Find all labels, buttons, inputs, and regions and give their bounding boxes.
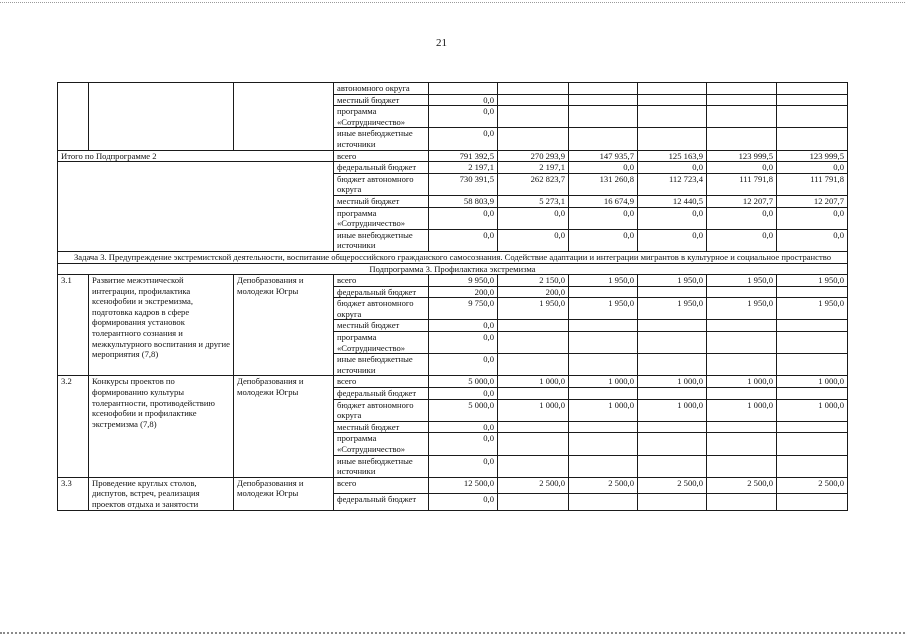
item-executor: Депобразования и молодежи Югры [234, 477, 334, 510]
value-cell [707, 106, 777, 128]
budget-table-body [58, 83, 848, 511]
value-cell [569, 354, 638, 376]
value-cell: 2 197,1 [429, 162, 498, 174]
value-cell: 0,0 [429, 421, 498, 433]
value-cell: 0,0 [429, 94, 498, 106]
value-cell [498, 388, 569, 400]
source-cell: местный бюджет [334, 94, 429, 106]
value-cell: 12 500,0 [429, 477, 498, 493]
source-cell: всего [334, 275, 429, 287]
value-cell: 125 163,9 [638, 150, 707, 162]
item-name: Конкурсы проектов по формированию культуры толерантности, противодействию ксенофобии и профилактике экстремизма (7,8) [89, 376, 234, 477]
value-cell [638, 128, 707, 150]
page-number: 21 [436, 37, 447, 49]
value-cell: 5 000,0 [429, 399, 498, 421]
value-cell: 5 273,1 [498, 195, 569, 207]
value-cell [777, 320, 848, 332]
value-cell: 5 000,0 [429, 376, 498, 388]
total-label-spacer [58, 162, 334, 174]
value-cell: 1 000,0 [638, 399, 707, 421]
index-cell [58, 83, 89, 151]
value-cell: 0,0 [569, 229, 638, 251]
value-cell: 2 500,0 [498, 477, 569, 493]
value-cell [569, 332, 638, 354]
subprogram-header-row [58, 263, 848, 275]
executor-cell [234, 83, 334, 151]
value-cell [638, 94, 707, 106]
value-cell: 200,0 [498, 286, 569, 298]
total-label-spacer [58, 173, 334, 195]
source-cell: федеральный бюджет [334, 388, 429, 400]
table-row [58, 83, 848, 95]
value-cell: 2 197,1 [498, 162, 569, 174]
value-cell: 1 000,0 [777, 376, 848, 388]
value-cell [777, 332, 848, 354]
table-row [58, 376, 848, 388]
value-cell [569, 94, 638, 106]
value-cell: 1 000,0 [569, 399, 638, 421]
value-cell [569, 83, 638, 95]
total-label: Итого по Подпрограмме 2 [58, 150, 334, 162]
value-cell: 1 950,0 [569, 275, 638, 287]
value-cell: 0,0 [638, 162, 707, 174]
value-cell [707, 83, 777, 95]
value-cell [569, 388, 638, 400]
source-cell: автономного округа [334, 83, 429, 95]
source-cell: всего [334, 477, 429, 493]
value-cell [429, 83, 498, 95]
value-cell: 0,0 [707, 229, 777, 251]
table-row [58, 477, 848, 493]
value-cell: 1 000,0 [707, 399, 777, 421]
value-cell: 2 150,0 [498, 275, 569, 287]
total-row [58, 162, 848, 174]
source-cell: федеральный бюджет [334, 162, 429, 174]
value-cell: 0,0 [429, 320, 498, 332]
value-cell: 0,0 [429, 106, 498, 128]
value-cell: 0,0 [777, 229, 848, 251]
value-cell: 1 000,0 [498, 399, 569, 421]
value-cell [638, 421, 707, 433]
value-cell [498, 320, 569, 332]
value-cell [777, 286, 848, 298]
value-cell [777, 388, 848, 400]
source-cell: всего [334, 150, 429, 162]
source-cell: бюджет автономного округа [334, 399, 429, 421]
value-cell: 0,0 [638, 207, 707, 229]
value-cell: 9 950,0 [429, 275, 498, 287]
value-cell [569, 455, 638, 477]
value-cell [498, 494, 569, 510]
source-cell: местный бюджет [334, 320, 429, 332]
value-cell [498, 106, 569, 128]
task-header: Задача 3. Предупреждение экстремистской деятельности, воспитание общероссийского гражданского самосознания. Содействие адаптации и интеграции мигрантов в культурное и социальное пространство [58, 251, 848, 263]
value-cell: 12 207,7 [777, 195, 848, 207]
value-cell [638, 388, 707, 400]
value-cell [777, 106, 848, 128]
value-cell: 1 000,0 [569, 376, 638, 388]
value-cell: 111 791,8 [777, 173, 848, 195]
source-cell: федеральный бюджет [334, 286, 429, 298]
source-cell: федеральный бюджет [334, 494, 429, 510]
value-cell [569, 320, 638, 332]
value-cell: 0,0 [429, 433, 498, 455]
value-cell [777, 128, 848, 150]
value-cell [498, 455, 569, 477]
value-cell [569, 494, 638, 510]
value-cell: 0,0 [707, 207, 777, 229]
value-cell: 262 823,7 [498, 173, 569, 195]
value-cell: 1 950,0 [707, 275, 777, 287]
source-cell: иные внебюджетные источники [334, 128, 429, 150]
item-number: 3.2 [58, 376, 89, 477]
value-cell: 1 950,0 [498, 298, 569, 320]
scan-edge-top [0, 2, 905, 3]
value-cell [707, 94, 777, 106]
value-cell: 0,0 [429, 455, 498, 477]
item-number: 3.1 [58, 275, 89, 376]
source-cell: бюджет автономного округа [334, 298, 429, 320]
value-cell [777, 494, 848, 510]
value-cell [569, 433, 638, 455]
item-executor: Депобразования и молодежи Югры [234, 275, 334, 376]
value-cell: 0,0 [777, 162, 848, 174]
value-cell: 0,0 [498, 207, 569, 229]
value-cell [707, 388, 777, 400]
value-cell: 2 500,0 [569, 477, 638, 493]
item-number: 3.3 [58, 477, 89, 510]
value-cell [498, 83, 569, 95]
value-cell [498, 94, 569, 106]
item-name: Развитие межэтнической интеграции, профилактика ксенофобии и экстремизма, подготовка кадров в сфере формирования установок толерантного сознания и межкультурного воспитания и другие мероприятия (7,8) [89, 275, 234, 376]
value-cell: 1 950,0 [638, 275, 707, 287]
value-cell: 112 723,4 [638, 173, 707, 195]
value-cell: 0,0 [569, 162, 638, 174]
value-cell: 123 999,5 [707, 150, 777, 162]
value-cell [638, 332, 707, 354]
value-cell: 58 803,9 [429, 195, 498, 207]
value-cell: 0,0 [429, 354, 498, 376]
value-cell: 2 500,0 [638, 477, 707, 493]
value-cell [569, 106, 638, 128]
value-cell: 16 674,9 [569, 195, 638, 207]
value-cell: 0,0 [429, 229, 498, 251]
source-cell: иные внебюджетные источники [334, 354, 429, 376]
table-row [58, 275, 848, 287]
task-header-row [58, 251, 848, 263]
value-cell [569, 128, 638, 150]
source-cell: бюджет автономного округа [334, 173, 429, 195]
value-cell [498, 332, 569, 354]
value-cell [777, 94, 848, 106]
value-cell: 1 000,0 [707, 376, 777, 388]
value-cell [638, 455, 707, 477]
value-cell [498, 354, 569, 376]
value-cell [707, 455, 777, 477]
value-cell: 1 950,0 [569, 298, 638, 320]
value-cell: 147 935,7 [569, 150, 638, 162]
value-cell: 0,0 [429, 128, 498, 150]
value-cell [638, 320, 707, 332]
value-cell: 1 000,0 [777, 399, 848, 421]
value-cell: 0,0 [429, 332, 498, 354]
source-cell: всего [334, 376, 429, 388]
value-cell [707, 494, 777, 510]
value-cell: 131 260,8 [569, 173, 638, 195]
value-cell [569, 421, 638, 433]
value-cell: 0,0 [707, 162, 777, 174]
name-cell [89, 83, 234, 151]
value-cell: 1 000,0 [638, 376, 707, 388]
value-cell: 123 999,5 [777, 150, 848, 162]
value-cell [777, 421, 848, 433]
budget-table [57, 82, 848, 511]
value-cell [638, 354, 707, 376]
value-cell: 200,0 [429, 286, 498, 298]
value-cell [707, 286, 777, 298]
source-cell: местный бюджет [334, 195, 429, 207]
value-cell: 0,0 [498, 229, 569, 251]
value-cell: 1 000,0 [498, 376, 569, 388]
value-cell: 12 440,5 [638, 195, 707, 207]
value-cell [707, 332, 777, 354]
source-cell: местный бюджет [334, 421, 429, 433]
value-cell: 0,0 [569, 207, 638, 229]
value-cell [569, 286, 638, 298]
total-row [58, 207, 848, 229]
total-row [58, 195, 848, 207]
value-cell [777, 83, 848, 95]
value-cell [638, 286, 707, 298]
value-cell [777, 455, 848, 477]
value-cell [638, 494, 707, 510]
total-row [58, 229, 848, 251]
item-name: Проведение круглых столов, диспутов, встреч, реализация проектов отдыха и занятости [89, 477, 234, 510]
item-executor: Депобразования и молодежи Югры [234, 376, 334, 477]
value-cell: 1 950,0 [638, 298, 707, 320]
total-label-spacer [58, 207, 334, 229]
source-cell: иные внебюджетные источники [334, 455, 429, 477]
value-cell: 0,0 [429, 494, 498, 510]
source-cell: программа «Сотрудничество» [334, 433, 429, 455]
source-cell: иные внебюджетные источники [334, 229, 429, 251]
value-cell: 2 500,0 [707, 477, 777, 493]
value-cell: 730 391,5 [429, 173, 498, 195]
scan-edge-bottom [0, 632, 905, 634]
value-cell: 0,0 [429, 207, 498, 229]
value-cell: 111 791,8 [707, 173, 777, 195]
value-cell [707, 128, 777, 150]
value-cell: 1 950,0 [777, 298, 848, 320]
value-cell: 9 750,0 [429, 298, 498, 320]
value-cell: 0,0 [777, 207, 848, 229]
value-cell: 1 950,0 [707, 298, 777, 320]
total-row [58, 173, 848, 195]
source-cell: программа «Сотрудничество» [334, 207, 429, 229]
total-row [58, 150, 848, 162]
value-cell [707, 433, 777, 455]
value-cell [498, 421, 569, 433]
value-cell [707, 354, 777, 376]
value-cell [638, 433, 707, 455]
value-cell [498, 128, 569, 150]
value-cell: 270 293,9 [498, 150, 569, 162]
total-label-spacer [58, 229, 334, 251]
value-cell [707, 421, 777, 433]
value-cell [777, 433, 848, 455]
subprogram-header: Подпрограмма 3. Профилактика экстремизма [58, 263, 848, 275]
value-cell: 2 500,0 [777, 477, 848, 493]
value-cell [638, 106, 707, 128]
value-cell: 1 950,0 [777, 275, 848, 287]
total-label-spacer [58, 195, 334, 207]
source-cell: программа «Сотрудничество» [334, 106, 429, 128]
value-cell: 0,0 [429, 388, 498, 400]
value-cell: 12 207,7 [707, 195, 777, 207]
value-cell [707, 320, 777, 332]
value-cell: 791 392,5 [429, 150, 498, 162]
source-cell: программа «Сотрудничество» [334, 332, 429, 354]
value-cell [498, 433, 569, 455]
value-cell: 0,0 [638, 229, 707, 251]
value-cell [777, 354, 848, 376]
value-cell [638, 83, 707, 95]
